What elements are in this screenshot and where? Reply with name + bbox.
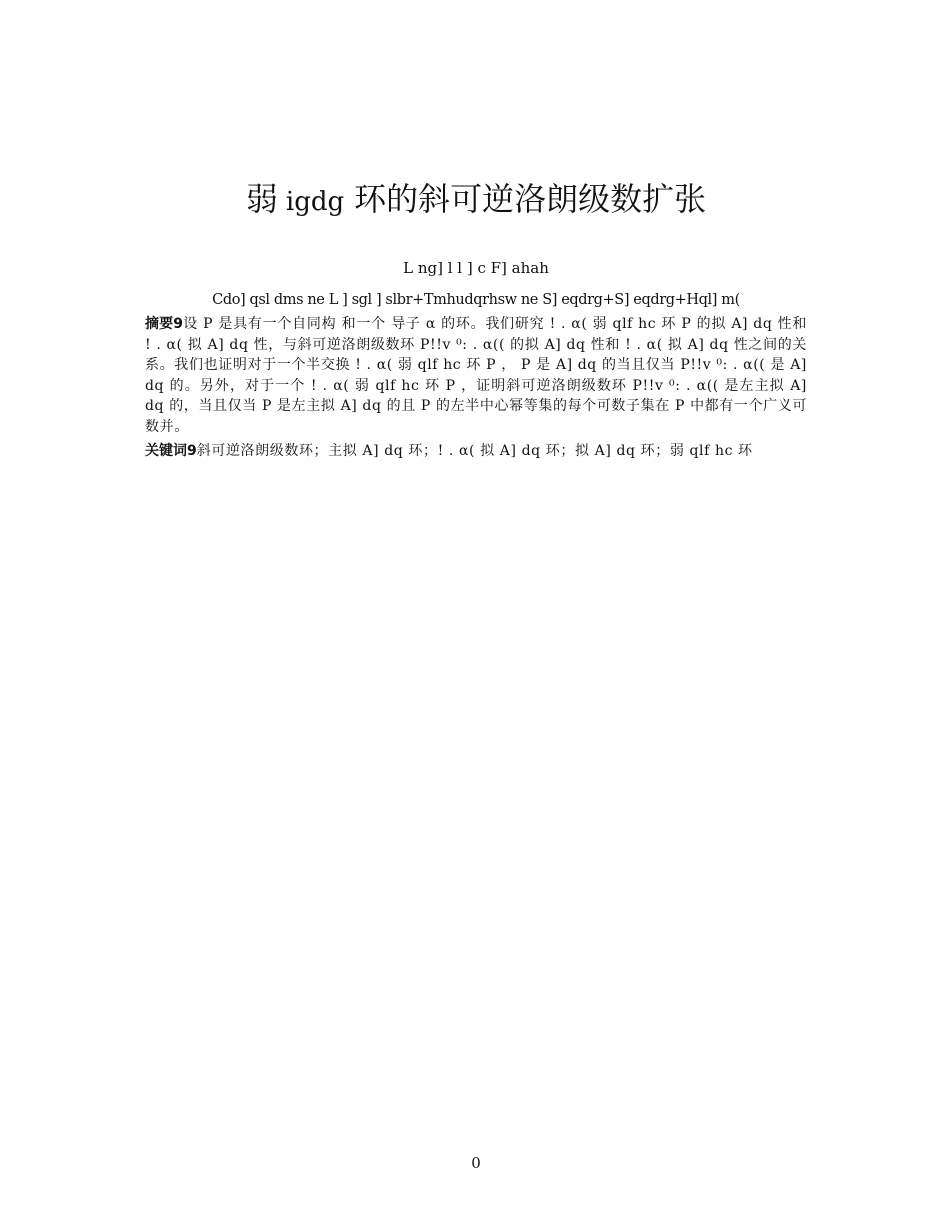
author-line: L ng] l l ] c F] ahah xyxy=(403,259,549,277)
keywords xyxy=(145,441,807,461)
abstract-text: 设 P 是具有一个自同构 和一个 导子 α 的环。我们研究 ! . α( 弱 qlf hc 环 P 的拟 A] dq 性和 ! . α( 拟 A] dq 性，与斜可逆洛朗级数环 P!!v ⁰: . α(( 的拟 A] dq 性和 ! . α( 拟 A] dq 性之间的关系。我们也证明对于一个半交换 ! . α( 弱 qlf hc 环 P ， P 是 A] dq 的当且仅当 P!!v ⁰: . α(( 是 A] dq 的。另外，对于一个 ! . α( 弱 qlf hc 环 P ，证明斜可逆洛朗级数环 P!!v ⁰: . α(( 是左主拟 A] dq 的，当且仅当 P 是左主拟 A] dq 的且 P 的左半中心幂等集的每个可数子集在 P 中都有一个广义可数并。 xyxy=(145,316,807,435)
keywords-label: 关键词9 xyxy=(145,443,197,459)
title-part1: 弱 xyxy=(245,180,278,218)
keywords-text: 斜可逆洛朗级数环；主拟 A] dq 环；! . α( 拟 A] dq 环；拟 A] dq 环；弱 qlf hc 环 xyxy=(196,443,753,459)
page-number: 0 xyxy=(471,1154,481,1172)
abstract-label: 摘要9 xyxy=(145,316,184,332)
affiliation-line: Cdo] qsl dms ne L ] sgl ] slbr+Tmhudqrhsw ne S] eqdrg+S] eqdrg+Hql] m( xyxy=(212,292,740,308)
paper-title xyxy=(0,176,952,225)
title-latin: igdg xyxy=(285,187,345,217)
title-part2: 环的斜可逆洛朗级数扩张 xyxy=(354,180,707,218)
abstract xyxy=(145,314,807,437)
